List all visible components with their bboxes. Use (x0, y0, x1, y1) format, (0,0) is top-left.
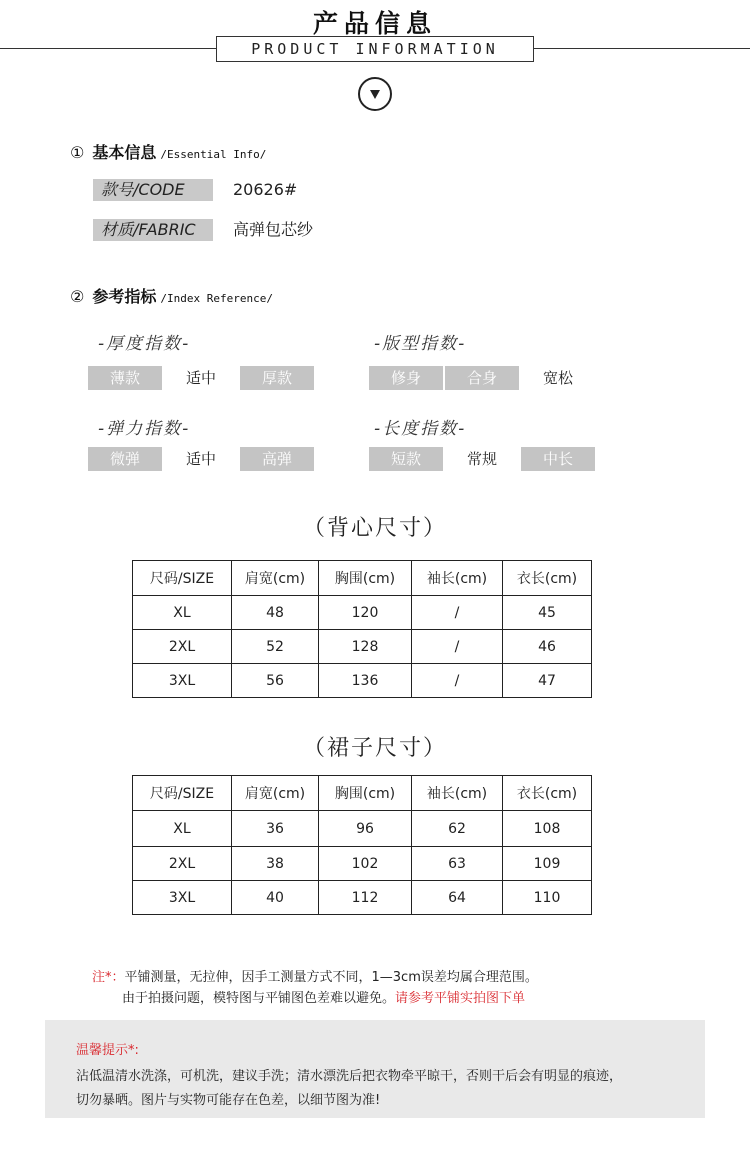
section-number: ① (70, 143, 85, 162)
scale-option: 宽松 (521, 366, 595, 390)
table-row (133, 881, 592, 915)
table-header-cell: 肩宽(cm) (232, 561, 319, 596)
vest-size-title: （背心尺寸） (302, 516, 447, 541)
care-tips-title: 温馨提示*: (76, 1043, 139, 1058)
table-header-row (133, 561, 592, 596)
table-row (133, 596, 592, 630)
table-cell: XL (133, 811, 232, 847)
table-cell: / (412, 630, 503, 664)
table-cell: 2XL (133, 847, 232, 881)
fabric-label: 材质/FABRIC (93, 219, 213, 241)
basic-info-heading (70, 140, 266, 163)
measurement-note (92, 966, 538, 985)
table-header-cell: 尺码/SIZE (133, 561, 232, 596)
table-cell: / (412, 664, 503, 698)
table-row (133, 630, 592, 664)
fit-scale (369, 366, 595, 390)
vest-size-table (132, 560, 592, 698)
scale-option: 短款 (369, 447, 443, 471)
table-cell: 40 (232, 881, 319, 915)
title-rule-right (534, 48, 750, 49)
table-header-cell: 尺码/SIZE (133, 776, 232, 811)
scale-option: 中长 (521, 447, 595, 471)
page-title-cn: 产品信息 (312, 9, 437, 38)
basic-info-title: 基本信息 (92, 143, 157, 162)
table-cell: XL (133, 596, 232, 630)
index-subtitle: /Index Reference/ (160, 292, 273, 305)
table-cell: 52 (232, 630, 319, 664)
code-value: 20626# (233, 180, 298, 199)
table-cell: 108 (503, 811, 592, 847)
table-cell: 110 (503, 881, 592, 915)
care-tips-line-1: 沾低温清水洗涤，可机洗，建议手洗；清水漂洗后把衣物牵平晾干，否则干后会有明显的痕迹， (76, 1069, 623, 1084)
scale-option: 适中 (164, 447, 238, 471)
title-rule-left (0, 48, 216, 49)
table-cell: 102 (319, 847, 412, 881)
elasticity-scale (88, 447, 314, 471)
thickness-scale (88, 366, 314, 390)
table-header-cell: 肩宽(cm) (232, 776, 319, 811)
index-title: 参考指标 (92, 287, 157, 306)
table-cell: / (412, 596, 503, 630)
table-cell: 36 (232, 811, 319, 847)
fabric-value: 高弹包芯纱 (233, 220, 314, 239)
color-note (122, 987, 525, 1006)
scale-option: 适中 (164, 366, 238, 390)
note-prefix: 注*： (92, 970, 125, 985)
table-cell: 56 (232, 664, 319, 698)
skirt-size-title: （裙子尺寸） (302, 736, 447, 761)
length-title: -长度指数- (374, 419, 467, 439)
care-tips-line-2: 切勿暴晒。图片与实物可能存在色差，以细节图为准! (76, 1093, 381, 1108)
scale-option: 常规 (445, 447, 519, 471)
note-line-2-highlight: 请参考平铺实拍图下单 (395, 991, 526, 1006)
fit-title: -版型指数- (374, 334, 467, 354)
table-cell: 64 (412, 881, 503, 915)
scale-option: 修身 (369, 366, 443, 390)
page-title-en: PRODUCT INFORMATION (216, 36, 534, 62)
thickness-title: -厚度指数- (98, 334, 191, 354)
table-cell: 120 (319, 596, 412, 630)
table-cell: 3XL (133, 881, 232, 915)
table-cell: 136 (319, 664, 412, 698)
elasticity-title: -弹力指数- (98, 419, 191, 439)
table-row (133, 811, 592, 847)
basic-info-subtitle: /Essential Info/ (160, 148, 267, 161)
skirt-size-table (132, 775, 592, 915)
scale-option: 薄款 (88, 366, 162, 390)
table-cell: 48 (232, 596, 319, 630)
table-cell: 96 (319, 811, 412, 847)
table-header-cell: 袖长(cm) (412, 561, 503, 596)
table-cell: 47 (503, 664, 592, 698)
table-cell: 62 (412, 811, 503, 847)
scale-option: 厚款 (240, 366, 314, 390)
table-header-cell: 袖长(cm) (412, 776, 503, 811)
index-heading (70, 284, 273, 307)
note-line-1: 平铺测量，无拉伸，因手工测量方式不同，1—3cm误差均属合理范围。 (124, 970, 538, 985)
note-line-2: 由于拍摄问题，模特图与平铺图色差难以避免。 (122, 991, 396, 1006)
table-cell: 128 (319, 630, 412, 664)
table-row (133, 664, 592, 698)
table-cell: 45 (503, 596, 592, 630)
table-cell: 109 (503, 847, 592, 881)
table-cell: 3XL (133, 664, 232, 698)
length-scale (369, 447, 595, 471)
scale-option: 高弹 (240, 447, 314, 471)
table-header-row (133, 776, 592, 811)
section-number: ② (70, 287, 85, 306)
table-header-cell: 衣长(cm) (503, 561, 592, 596)
table-header-cell: 胸围(cm) (319, 776, 412, 811)
table-row (133, 847, 592, 881)
code-label: 款号/CODE (93, 179, 213, 201)
scale-option: 合身 (445, 366, 519, 390)
table-cell: 63 (412, 847, 503, 881)
chevron-down-circle-icon (358, 77, 392, 111)
table-cell: 38 (232, 847, 319, 881)
table-header-cell: 胸围(cm) (319, 561, 412, 596)
table-cell: 2XL (133, 630, 232, 664)
table-cell: 46 (503, 630, 592, 664)
table-header-cell: 衣长(cm) (503, 776, 592, 811)
scale-option: 微弹 (88, 447, 162, 471)
table-cell: 112 (319, 881, 412, 915)
